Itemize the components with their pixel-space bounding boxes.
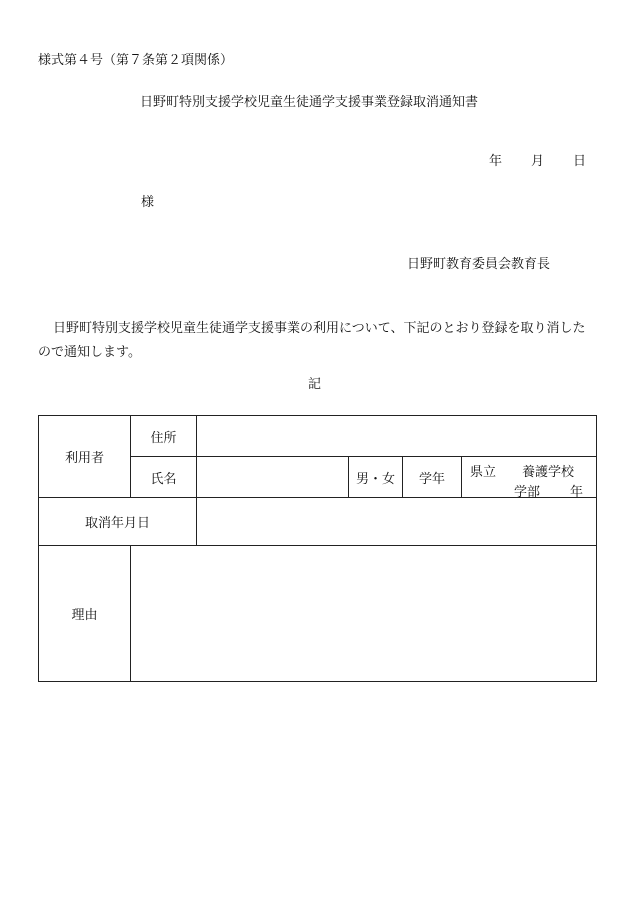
date-month-label: 月 <box>531 154 545 169</box>
issue-date <box>489 154 586 170</box>
date-day-label: 日 <box>573 154 587 169</box>
form-number: 様式第４号（第７条第２項関係） <box>38 53 234 68</box>
school-grade-field[interactable] <box>462 457 597 498</box>
reason-label: 理由 <box>39 546 131 682</box>
name-label: 氏名 <box>131 457 197 498</box>
document-title: 日野町特別支援学校児童生徒通学支援事業登録取消通知書 <box>140 95 479 110</box>
grade-label: 学年 <box>403 457 462 498</box>
school-suffix: 養護学校 <box>522 465 575 480</box>
notice-body-text: 日野町特別支援学校児童生徒通学支援事業の利用について、下記のとおり登録を取り消したので通知します。 <box>38 321 586 360</box>
reason-field[interactable] <box>131 546 597 682</box>
address-field[interactable] <box>197 416 597 457</box>
registration-table <box>38 415 597 682</box>
year-label: 年 <box>570 485 584 500</box>
gender-option[interactable]: 男・女 <box>349 457 403 498</box>
recipient-honorific: 様 <box>141 195 155 210</box>
issuer: 日野町教育委員会教育長 <box>407 257 551 272</box>
address-label: 住所 <box>131 416 197 457</box>
cancel-date-label: 取消年月日 <box>39 498 197 546</box>
name-field[interactable] <box>197 457 349 498</box>
notice-body <box>38 317 593 365</box>
school-prefix: 県立 <box>470 465 497 480</box>
ki-heading: 記 <box>308 377 322 392</box>
cancel-date-field[interactable] <box>197 498 597 546</box>
date-year-label: 年 <box>489 154 503 169</box>
user-label: 利用者 <box>39 416 131 498</box>
dept-label: 学部 <box>514 485 541 500</box>
